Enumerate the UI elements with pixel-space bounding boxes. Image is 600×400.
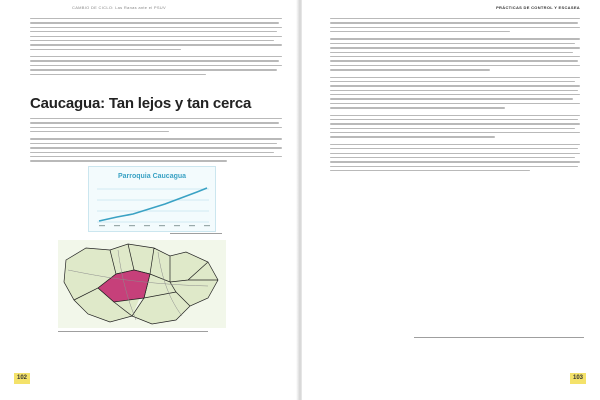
screenshot-caption: [414, 337, 584, 338]
chart-axis-tick: [99, 225, 105, 226]
left-page: [0, 0, 298, 400]
population-chart: [88, 166, 216, 232]
running-head-left: CAMBIO DE CICLO: Las Ranas ante el PSUV: [72, 5, 166, 10]
intro-paragraphs: [30, 18, 282, 78]
right-body-text: [330, 18, 580, 175]
chart-axis-tick: [114, 225, 120, 226]
chart-axis-tick: [144, 225, 150, 226]
parish-map-graphic: [58, 240, 226, 328]
chart-axis-tick: [159, 225, 165, 226]
chart-axis-tick: [204, 225, 210, 226]
right-page: [302, 0, 600, 400]
chart-axis-tick: [174, 225, 180, 226]
section-body: [30, 118, 282, 165]
page-number-left: 102: [14, 373, 30, 384]
population-trend-line: [99, 188, 207, 221]
population-chart-graphic: [89, 167, 215, 231]
chart-axis-ticks: [99, 225, 210, 226]
chart-axis-tick: [189, 225, 195, 226]
chart-caption: [170, 233, 222, 234]
section-heading: Caucagua: Tan lejos y tan cerca: [30, 95, 252, 112]
chart-axis-tick: [129, 225, 135, 226]
chart-title: Parroquia Caucagua: [117, 173, 187, 180]
page-number-right: 103: [570, 373, 586, 384]
parish-map: [58, 240, 226, 328]
map-caption: [58, 331, 208, 332]
running-head-right: PRÁCTICAS DE CONTROL Y ESCASEA: [496, 5, 580, 10]
